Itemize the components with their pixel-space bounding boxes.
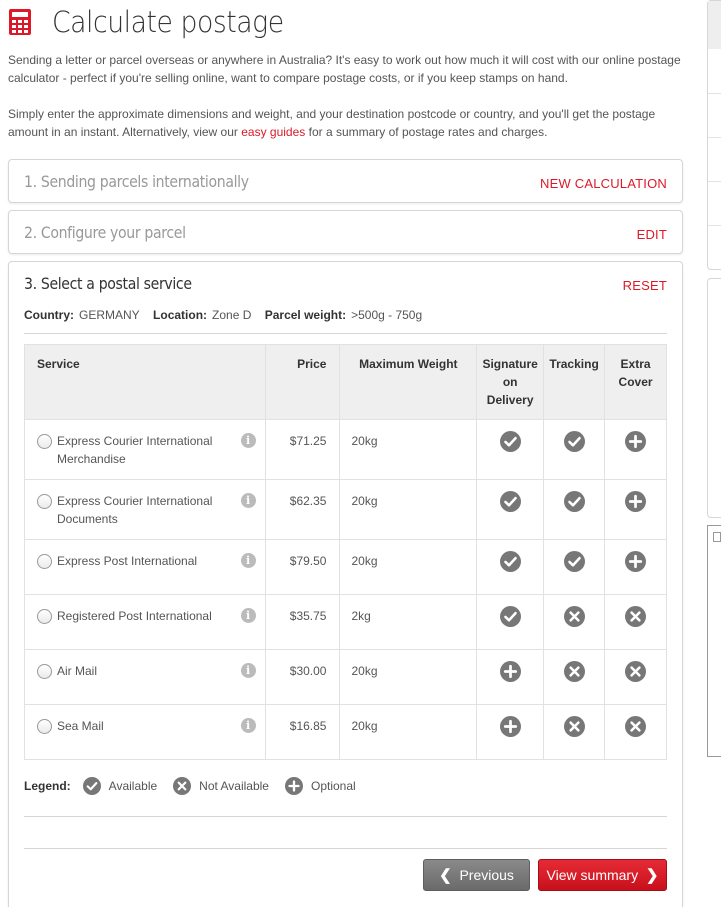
step-2-title: 2. Configure your parcel xyxy=(24,223,186,242)
service-radio[interactable] xyxy=(37,664,52,679)
service-radio[interactable] xyxy=(37,609,52,624)
extra-cover-cell xyxy=(605,595,667,650)
plus-circle-icon xyxy=(625,431,646,452)
check-circle-icon xyxy=(500,606,521,627)
extra-cover-cell xyxy=(605,705,667,760)
calculator-icon xyxy=(8,8,32,36)
service-name: Registered Post International xyxy=(57,609,212,623)
view-summary-button[interactable]: View summary ❯ xyxy=(538,859,667,891)
col-header-service: Service xyxy=(25,345,266,420)
max-weight-cell: 2kg xyxy=(340,595,477,650)
service-name: Air Mail xyxy=(57,664,98,678)
table-row[interactable] xyxy=(25,595,667,650)
x-circle-icon xyxy=(564,661,585,682)
signature-cell xyxy=(477,540,544,595)
price-cell: $79.50 xyxy=(265,540,340,595)
info-icon[interactable]: i xyxy=(241,553,256,568)
image-placeholder-icon xyxy=(713,532,721,542)
check-circle-icon xyxy=(500,491,521,512)
step-1-title: 1. Sending parcels internationally xyxy=(24,172,249,191)
parcel-summary xyxy=(24,308,432,322)
country-value: GERMANY xyxy=(79,308,140,322)
table-header-row xyxy=(25,345,667,420)
service-name: Express Courier International Merchandise xyxy=(57,434,213,466)
service-name: Sea Mail xyxy=(57,719,104,733)
sidebar-frame-fragment xyxy=(707,525,721,757)
max-weight-cell: 20kg xyxy=(340,540,477,595)
check-circle-icon xyxy=(564,431,585,452)
tracking-cell xyxy=(544,595,605,650)
intro-paragraph-guides: Simply enter the approximate dimensions and weight, and your destination postcode or country, and you'll get the postage amount in an instant. Alternatively, view our easy guides for a summary of postage rates and charges. xyxy=(8,107,656,139)
plus-circle-icon xyxy=(500,661,521,682)
plus-circle-icon xyxy=(625,491,646,512)
step-2-panel xyxy=(8,210,683,254)
price-cell: $16.85 xyxy=(265,705,340,760)
signature-cell xyxy=(477,595,544,650)
x-circle-icon xyxy=(173,777,191,795)
x-circle-icon xyxy=(625,661,646,682)
table-row[interactable] xyxy=(25,420,667,480)
signature-cell xyxy=(477,650,544,705)
sidebar-panel-fragment xyxy=(707,278,721,518)
check-circle-icon xyxy=(500,431,521,452)
legend xyxy=(24,775,372,797)
extra-cover-cell xyxy=(605,540,667,595)
signature-cell xyxy=(477,480,544,540)
table-row[interactable] xyxy=(25,650,667,705)
easy-guides-link[interactable]: easy guides xyxy=(241,125,306,139)
info-icon[interactable]: i xyxy=(241,493,256,508)
page-title: Calculate postage xyxy=(52,5,284,39)
x-circle-icon xyxy=(625,716,646,737)
price-cell: $30.00 xyxy=(265,650,340,705)
service-radio[interactable] xyxy=(37,719,52,734)
service-name: Express Courier International Documents xyxy=(57,494,213,526)
info-icon[interactable]: i xyxy=(241,433,256,448)
service-radio[interactable] xyxy=(37,494,52,509)
col-header-price: Price xyxy=(265,345,340,420)
table-row[interactable] xyxy=(25,705,667,760)
tracking-cell xyxy=(544,650,605,705)
edit-link[interactable]: EDIT xyxy=(636,227,667,242)
col-header-max-weight: Maximum Weight xyxy=(340,345,477,420)
extra-cover-cell xyxy=(605,650,667,705)
divider xyxy=(24,848,667,849)
weight-value: >500g - 750g xyxy=(351,308,423,322)
price-cell: $62.35 xyxy=(265,480,340,540)
plus-circle-icon xyxy=(285,777,303,795)
previous-button[interactable]: ❮ Previous xyxy=(423,859,530,891)
x-circle-icon xyxy=(625,606,646,627)
location-value: Zone D xyxy=(212,308,252,322)
step-3-title: 3. Select a postal service xyxy=(24,274,192,293)
divider xyxy=(24,333,667,334)
extra-cover-cell xyxy=(605,420,667,480)
max-weight-cell: 20kg xyxy=(340,650,477,705)
service-radio[interactable] xyxy=(37,554,52,569)
sidebar-panel-fragment xyxy=(707,0,721,270)
info-icon[interactable]: i xyxy=(241,718,256,733)
page-header xyxy=(8,4,304,40)
service-cell xyxy=(25,420,266,480)
service-cell xyxy=(25,595,266,650)
tracking-cell xyxy=(544,480,605,540)
chevron-right-icon: ❯ xyxy=(645,867,659,884)
max-weight-cell: 20kg xyxy=(340,705,477,760)
plus-circle-icon xyxy=(625,551,646,572)
divider xyxy=(24,816,667,817)
step-1-panel xyxy=(8,159,683,203)
service-cell xyxy=(25,705,266,760)
intro-paragraph: Sending a letter or parcel overseas or anywhere in Australia? It's easy to work out how much it will cost with our online postage calculator - perfect if you're selling online, want to compare postage costs, or if you keep stamps on hand. xyxy=(8,53,681,85)
new-calculation-link[interactable]: NEW CALCULATION xyxy=(540,176,667,191)
legend-available: Available xyxy=(108,779,158,793)
service-cell xyxy=(25,540,266,595)
x-circle-icon xyxy=(564,606,585,627)
max-weight-cell: 20kg xyxy=(340,420,477,480)
location-label: Location: xyxy=(153,308,208,322)
signature-cell xyxy=(477,705,544,760)
info-icon[interactable]: i xyxy=(241,663,256,678)
max-weight-cell: 20kg xyxy=(340,480,477,540)
table-row[interactable] xyxy=(25,480,667,540)
plus-circle-icon xyxy=(500,716,521,737)
service-cell xyxy=(25,480,266,540)
x-circle-icon xyxy=(564,716,585,737)
check-circle-icon xyxy=(83,777,101,795)
table-row[interactable] xyxy=(25,540,667,595)
service-radio[interactable] xyxy=(37,434,52,449)
service-name: Express Post International xyxy=(57,554,198,568)
legend-optional: Optional xyxy=(310,779,356,793)
legend-label: Legend: xyxy=(24,779,71,793)
col-header-tracking: Tracking xyxy=(544,345,605,420)
price-cell: $35.75 xyxy=(265,595,340,650)
weight-label: Parcel weight: xyxy=(264,308,347,322)
legend-not-available: Not Available xyxy=(199,779,269,793)
check-circle-icon xyxy=(564,551,585,572)
check-circle-icon xyxy=(500,551,521,572)
col-header-signature: Signature on Delivery xyxy=(477,345,544,420)
extra-cover-cell xyxy=(605,480,667,540)
signature-cell xyxy=(477,420,544,480)
price-cell: $71.25 xyxy=(265,420,340,480)
tracking-cell xyxy=(544,540,605,595)
postal-service-table xyxy=(24,344,667,760)
country-label: Country: xyxy=(24,308,74,322)
tracking-cell xyxy=(544,420,605,480)
tracking-cell xyxy=(544,705,605,760)
col-header-extra-cover: Extra Cover xyxy=(605,345,667,420)
reset-link[interactable]: RESET xyxy=(622,278,667,293)
check-circle-icon xyxy=(564,491,585,512)
info-icon[interactable]: i xyxy=(241,608,256,623)
service-cell xyxy=(25,650,266,705)
chevron-left-icon: ❮ xyxy=(439,867,452,884)
